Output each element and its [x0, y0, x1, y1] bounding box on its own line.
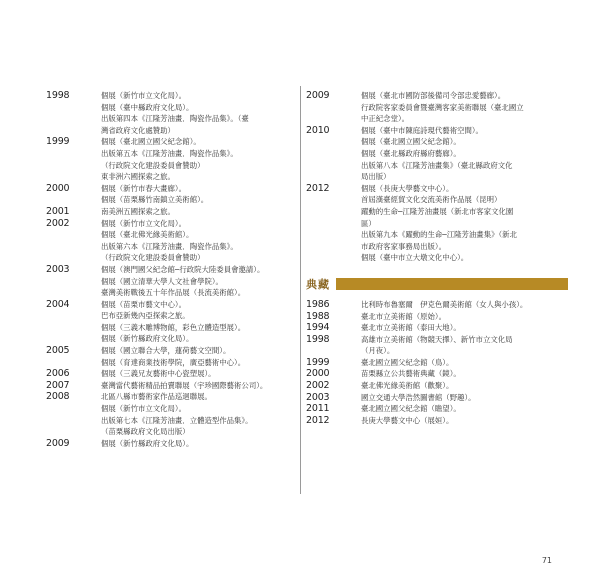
entry-year: 1998 — [46, 90, 70, 101]
entry-lines — [361, 125, 558, 183]
entry-line: 個展（新竹縣政府文化局）。 — [101, 438, 194, 448]
entry-year: 2002 — [306, 380, 330, 392]
timeline-entry — [306, 392, 558, 404]
entry-line: 臺北國立國父紀念館（鳥）。 — [361, 357, 454, 367]
entry-line: 出版第八本《江隆芳油畫集》（臺北縣政府文化 — [361, 160, 513, 170]
entry-line: 個展（苗栗市藝文中心）。 — [101, 299, 186, 309]
entry-lines — [101, 391, 298, 437]
column-divider — [300, 86, 301, 494]
timeline-entry — [46, 264, 298, 299]
entry-lines — [101, 299, 298, 345]
entry-lines — [361, 380, 558, 392]
entry-year: 2000 — [46, 182, 70, 194]
entry-line: 個展（新竹市立文化局）。 — [101, 404, 186, 414]
entry-line: 個展（臺北佛光緣美術館）。 — [101, 230, 194, 240]
entry-year: 1999 — [46, 136, 70, 148]
left-column — [46, 90, 298, 449]
entry-line: 行政院客家委員會暨臺灣客家美術聯展（臺北國立 — [361, 102, 524, 112]
entry-lines — [101, 380, 298, 392]
entry-lines — [361, 334, 558, 357]
page-number: 71 — [541, 556, 552, 565]
timeline-entry — [46, 368, 298, 380]
entry-line: 個展（臺北縣政府縣府藝廊）。 — [361, 148, 461, 158]
entry-year: 2002 — [46, 217, 70, 229]
entry-line: 個展（苗栗縣竹南鎮立美術館）。 — [101, 195, 209, 205]
timeline-entry — [306, 380, 558, 392]
entry-year: 2011 — [306, 403, 330, 415]
timeline-entry — [306, 368, 558, 380]
timeline-entry — [306, 403, 558, 415]
entry-lines — [361, 322, 558, 334]
entry-year: 2006 — [46, 368, 70, 380]
entry-year: 2001 — [46, 205, 70, 217]
entry-line: （行政院文化建設委員會贊助） — [101, 160, 205, 170]
entry-line: 躍動的生命─江隆芳油畫展（新北市客家文化園 — [361, 206, 514, 216]
entry-line: 個展（臺北國立國父紀念館）。 — [361, 137, 461, 147]
timeline-entry — [46, 391, 298, 437]
entry-line: 灣省政府文化處贊助） — [101, 125, 175, 135]
timeline-entry — [46, 438, 298, 450]
entry-lines — [101, 136, 298, 182]
timeline-entry — [46, 299, 298, 345]
timeline-entry — [306, 334, 558, 357]
entry-line: 臺灣當代藝術精品拍賣聯展（宇珍國際藝術公司）。 — [101, 380, 268, 390]
entry-year: 1988 — [306, 310, 330, 322]
entry-line: 個展（三義木雕博物館，彩色立體造型展）。 — [101, 322, 246, 332]
timeline-entry — [306, 311, 558, 323]
entry-year: 1986 — [306, 298, 330, 310]
entry-line: 臺北佛光緣美術館（歡聚）。 — [361, 381, 454, 391]
entry-line: 比利時布魯塞爾 伊克色爾美術館（女人與小孩）。 — [361, 299, 528, 309]
entry-line: 個展（長庚大學藝文中心）。 — [361, 183, 454, 193]
timeline-entry — [46, 380, 298, 392]
entry-line: 出版第五本《江隆芳油畫．陶瓷作品集》。 — [101, 148, 238, 158]
entry-line: 個展（新竹市立文化局）。 — [101, 91, 186, 100]
timeline-entry — [306, 357, 558, 369]
entry-lines — [101, 368, 298, 380]
entry-year: 1994 — [306, 322, 330, 334]
entry-year: 2008 — [46, 391, 70, 403]
entry-line: 個展（國立清華大學人文社會學院）。 — [101, 276, 223, 286]
entry-line: 臺灣美術戰後五十年作品展（長流美術館）。 — [101, 288, 246, 298]
entry-line: 出版第四本《江隆芳油畫．陶瓷作品集》。（臺 — [101, 114, 249, 124]
timeline-entry — [46, 90, 298, 136]
timeline-entry — [46, 136, 298, 182]
entry-line: 個展（國立聯合大學，蓮荷藝文空間）。 — [101, 346, 231, 356]
entry-line: 個展（臺中縣政府文化局）。 — [101, 102, 194, 112]
timeline-entry — [46, 218, 298, 264]
entry-line: 個展（臺中市陳庭詩現代藝術空間）。 — [361, 125, 483, 135]
timeline-entry — [46, 206, 298, 218]
entry-line: 個展（新竹市春大畫廊）。 — [101, 183, 186, 193]
entry-lines — [101, 206, 298, 218]
entry-line: 首屆漢臺經貿文化交流美術作品展（昆明） — [361, 195, 502, 205]
timeline-entry — [306, 299, 558, 311]
entry-line: 個展（新竹市立文化局）。 — [101, 218, 186, 228]
timeline-entry — [306, 125, 558, 183]
entry-line: 市政府客家事務局出版）。 — [361, 241, 446, 251]
right-column — [306, 90, 558, 426]
entry-year: 2000 — [306, 368, 330, 380]
entry-lines — [101, 345, 298, 368]
entry-line: 個展（育達商業技術學院，廣亞藝術中心）。 — [101, 357, 246, 367]
entry-lines — [361, 299, 558, 311]
timeline-entry — [306, 322, 558, 334]
entry-year: 2010 — [306, 124, 330, 136]
timeline-entry — [306, 415, 558, 427]
entry-lines — [361, 357, 558, 369]
collection-section-header — [306, 276, 558, 293]
timeline-entry — [306, 183, 558, 264]
entry-line: 出版第九本《躍動的生命─江隆芳油畫集》（新北 — [361, 230, 517, 240]
entry-line: 區） — [361, 218, 376, 228]
entry-lines — [101, 218, 298, 264]
entry-year: 2003 — [46, 263, 70, 275]
entry-lines — [361, 183, 558, 264]
entry-line: 出版第六本《江隆芳油畫．陶瓷作品集》。 — [101, 241, 238, 251]
entry-year: 2009 — [306, 90, 330, 101]
entry-year: 2012 — [306, 182, 330, 194]
entry-lines — [361, 368, 558, 380]
section-header-bar — [336, 278, 568, 290]
entry-line: 長庚大學藝文中心（展姮）。 — [361, 415, 454, 425]
entry-line: 巴布亞新幾內亞探索之旅。 — [101, 311, 190, 321]
entry-line: 臺北市立美術館（泰田大地）。 — [361, 323, 461, 333]
entry-line: 個展（臺中市立大墩文化中心）。 — [361, 253, 469, 263]
entry-line: （苗栗縣政府文化局出版） — [101, 427, 190, 437]
exhibition-list-continued — [306, 90, 558, 264]
entry-line: 個展（臺北市國防部後備司令部忠愛藝廊）。 — [361, 91, 506, 100]
entry-lines — [361, 90, 558, 125]
entry-year: 2003 — [306, 391, 330, 403]
entry-line: 北區八縣市藝術家作品巡迴聯展。 — [101, 392, 212, 402]
entry-lines — [101, 264, 298, 299]
entry-year: 1998 — [306, 333, 330, 345]
entry-line: 中正紀念堂）。 — [361, 114, 410, 124]
entry-lines — [361, 311, 558, 323]
entry-line: 國立交通大學浩然圖書館（野趣）。 — [361, 392, 476, 402]
entry-lines — [101, 183, 298, 206]
timeline-entry — [46, 345, 298, 368]
entry-lines — [101, 438, 298, 450]
entry-year: 1999 — [306, 356, 330, 368]
entry-lines — [361, 415, 558, 427]
entry-line: （行政院文化建設委員會贊助） — [101, 253, 205, 263]
entry-line: 個展（新竹縣政府文化局）。 — [101, 334, 194, 344]
entry-line: 高雄市立美術館（物競天擇）、新竹市立文化局 — [361, 334, 513, 344]
collection-list — [306, 299, 558, 427]
entry-year: 2004 — [46, 298, 70, 310]
entry-lines — [361, 392, 558, 404]
collection-section-title: 典藏 — [306, 278, 330, 292]
entry-line: 出版第七本《江隆芳油畫．立體造型作品集》。 — [101, 415, 253, 425]
entry-lines — [101, 90, 298, 136]
entry-line: 個展（臺北國立國父紀念館）。 — [101, 137, 201, 147]
timeline-entry — [46, 183, 298, 206]
entry-line: 東非洲六國探索之旅。 — [101, 172, 175, 182]
entry-line: 個展（三義兄友藝術中心瓷塑展）。 — [101, 369, 216, 379]
timeline-entry — [306, 90, 558, 125]
entry-line: （月夜）。 — [361, 346, 395, 356]
entry-line: 局出版） — [361, 172, 391, 182]
entry-year: 2007 — [46, 379, 70, 391]
entry-line: 臺北市立美術館（原始）。 — [361, 311, 446, 321]
entry-line: 苗栗縣立公共藝術典藏（鏡）。 — [361, 369, 461, 379]
entry-year: 2009 — [46, 437, 70, 449]
entry-lines — [361, 403, 558, 415]
entry-year: 2012 — [306, 414, 330, 426]
entry-year: 2005 — [46, 345, 70, 357]
entry-line: 臺北國立國父紀念館（瞻望）。 — [361, 404, 461, 414]
entry-line: 南美洲五國探索之旅。 — [101, 206, 175, 216]
entry-line: 個展（澳門國父紀念館─行政院大陸委員會邀請）。 — [101, 264, 265, 274]
